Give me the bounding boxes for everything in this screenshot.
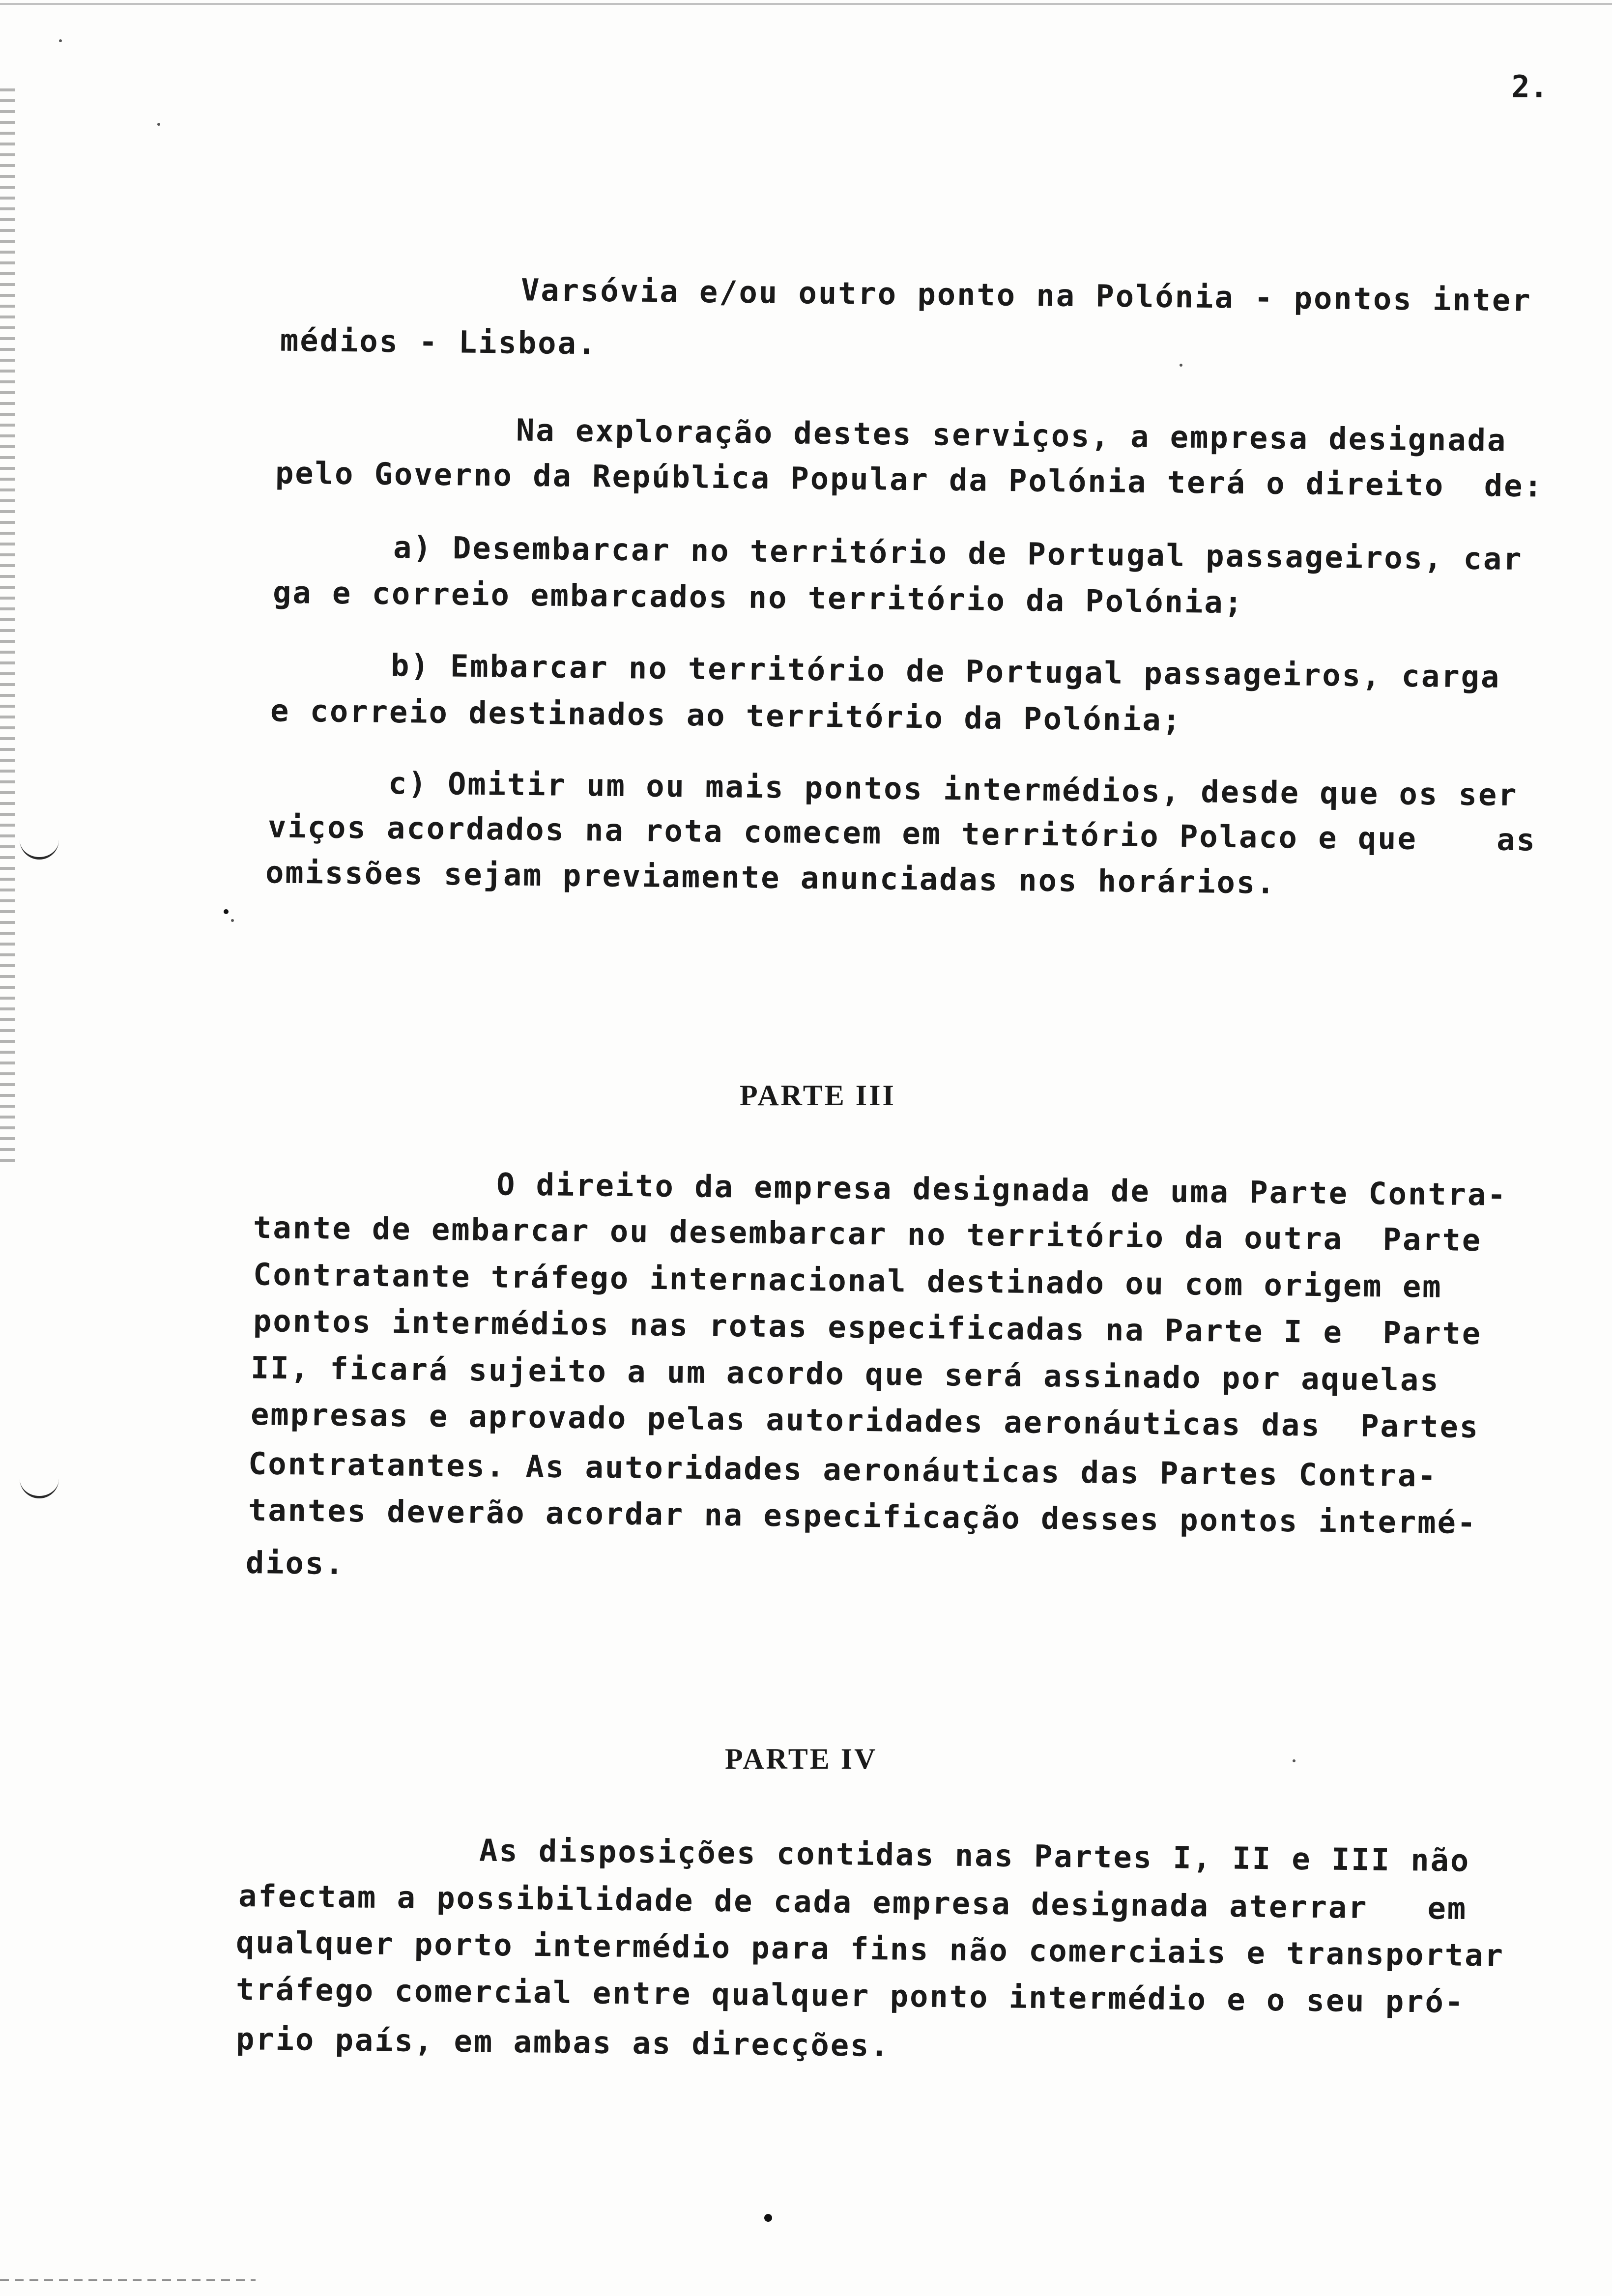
text-line: O direito da empresa designada de uma Parte Contra-	[496, 1166, 1508, 1213]
section-heading-parte-iii: PARTE III	[740, 1079, 896, 1112]
text-line: pontos intermédios nas rotas especificadas na Parte I e Parte	[253, 1302, 1482, 1352]
bottom-edge-marks	[0, 2279, 256, 2281]
text-line: c) Omitir um ou mais pontos intermédios, desde que os ser	[388, 765, 1518, 813]
top-edge-rule	[0, 3, 1612, 5]
text-line: tráfego comercial entre qualquer ponto intermédio e o seu pró-	[235, 1971, 1465, 2020]
paper-speck	[157, 123, 160, 126]
binding-marks	[0, 88, 15, 1170]
text-line: médios - Lisboa.	[280, 322, 598, 362]
page-number: 2.	[1511, 69, 1548, 105]
text-line: empresas e aprovado pelas autoridades aeronáuticas das Partes	[250, 1396, 1480, 1445]
text-line: dios.	[245, 1544, 345, 1582]
text-line: viços acordados na rota comecem em território Polaco e que as	[267, 808, 1537, 858]
text-line: tantes deverão acordar na especificação desses pontos intermé-	[248, 1492, 1477, 1541]
text-line: Varsóvia e/ou outro ponto na Polónia - pontos inter	[520, 272, 1532, 318]
paper-speck	[1180, 364, 1182, 367]
text-line: As disposições contidas nas Partes I, II e III não	[479, 1832, 1470, 1879]
punch-hole-mark	[20, 835, 59, 860]
text-line: b) Embarcar no território de Portugal passageiros, carga	[390, 647, 1501, 695]
text-line: II, ficará sujeito a um acordo que será assinado por aquelas	[250, 1349, 1440, 1398]
text-line: pelo Governo da República Popular da Polónia terá o direito de:	[275, 455, 1544, 504]
text-line: Contratantes. As autoridades aeronáuticas das Partes Contra-	[248, 1445, 1438, 1494]
paper-speck	[231, 919, 234, 922]
paper-speck	[224, 909, 229, 914]
text-line: prio país, em ambas as direcções.	[235, 2021, 891, 2064]
text-line: e correio destinados ao território da Polónia;	[270, 692, 1182, 738]
text-line: omissões sejam previamente anunciadas nos horários.	[265, 854, 1277, 901]
text-line: Contratante tráfego internacional destinado ou com origem em	[253, 1256, 1442, 1305]
paper-speck	[59, 39, 62, 42]
text-line: afectam a possibilidade de cada empresa designada aterrar em	[238, 1877, 1468, 1927]
text-line: tante de embarcar ou desembarcar no território da outra Parte	[253, 1209, 1482, 1259]
text-line: Na exploração destes serviços, a empresa designada	[516, 412, 1507, 459]
ink-dot	[764, 2214, 772, 2222]
punch-hole-mark	[20, 1474, 59, 1498]
paper-speck	[1293, 1759, 1295, 1762]
section-heading-parte-iv: PARTE IV	[725, 1743, 878, 1775]
text-line: qualquer porto intermédio para fins não comerciais e transportar	[235, 1924, 1505, 1974]
text-line: a) Desembarcar no território de Portugal passageiros, car	[393, 529, 1523, 577]
text-line: ga e correio embarcados no território da Polónia;	[272, 574, 1244, 621]
